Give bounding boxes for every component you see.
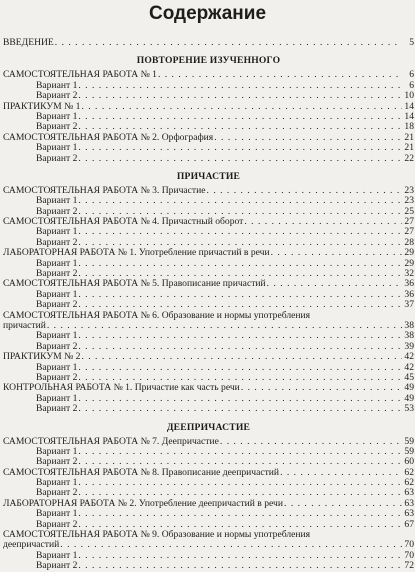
toc-entry-label: САМОСТОЯТЕЛЬНАЯ РАБОТА № 1: [3, 69, 157, 81]
toc-entry-page: 10: [404, 90, 414, 102]
toc-entry-page: 36: [404, 278, 414, 290]
toc-entry-page: 21: [404, 131, 414, 143]
toc-entry-page: 22: [404, 152, 414, 164]
dot-leader: [280, 468, 402, 478]
toc-entry-label: Вариант 2: [36, 236, 78, 248]
dot-leader: [78, 561, 402, 571]
dot-leader: [78, 154, 402, 164]
toc-entry-page: 36: [404, 288, 414, 300]
toc-entry-label: КОНТРОЛЬНАЯ РАБОТА № 1. Причастие как часть речи: [3, 382, 240, 394]
dot-leader: [78, 394, 402, 404]
toc-entry-label: Вариант 2: [36, 121, 78, 133]
toc-entry: [3, 352, 414, 362]
toc-entry-label: ПРАКТИКУМ № 1: [3, 100, 81, 112]
dot-leader: [158, 70, 402, 80]
toc-entry-label: САМОСТОЯТЕЛЬНАЯ РАБОТА № 9. Образование и нормы употребления: [3, 529, 311, 541]
toc-entry-page: 27: [404, 216, 414, 228]
toc-entry-page: 62: [404, 466, 414, 478]
toc-entry-label: причастий: [3, 319, 46, 331]
dot-leader: [47, 321, 402, 331]
toc-entry-label: Вариант 1: [36, 288, 78, 300]
toc-entry-page: 45: [404, 371, 414, 383]
toc-entry-label: ВВЕДЕНИЕ: [3, 37, 54, 48]
toc-entry-label-line1: [3, 311, 414, 321]
toc-entry-label: Вариант 2: [36, 205, 78, 217]
toc-variant-entry: [3, 561, 414, 571]
toc-entry-page: 63: [404, 508, 414, 520]
toc-section: [3, 55, 414, 164]
dot-leader: [78, 509, 402, 519]
toc-entry-label: Вариант 1: [36, 257, 78, 269]
toc-entry-page: 49: [404, 382, 414, 394]
dot-leader: [78, 196, 402, 206]
toc-entry-label: Вариант 1: [36, 79, 78, 91]
toc-entry-label: Вариант 1: [36, 508, 78, 520]
toc-entry-label: Вариант 1: [36, 392, 78, 404]
toc-entry-label: Вариант 1: [36, 445, 78, 457]
toc-entry-label: Вариант 2: [36, 340, 78, 352]
toc-entry-page: 42: [404, 351, 414, 363]
toc-entry-label: САМОСТОЯТЕЛЬНАЯ РАБОТА № 5. Правописание причастий: [3, 278, 266, 290]
toc-entry-page: 38: [404, 319, 414, 331]
toc-entry-page: 21: [404, 142, 414, 154]
toc-entry-page: 63: [404, 487, 414, 499]
dot-leader: [244, 217, 402, 227]
toc-entry-label: ЛАБОРАТОРНАЯ РАБОТА № 2. Употребление деепричастий в речи: [3, 497, 284, 509]
dot-leader: [78, 447, 402, 457]
toc-entry-page: 5: [409, 37, 414, 48]
toc-entry-page: 18: [404, 121, 414, 133]
dot-leader: [271, 248, 402, 258]
toc-section: [3, 171, 414, 415]
dot-leader: [207, 186, 402, 196]
toc-entry-page: 63: [404, 497, 414, 509]
toc-entry-page: 67: [404, 518, 414, 530]
toc-entry-label: САМОСТОЯТЕЛЬНАЯ РАБОТА № 8. Правописание деепричастий: [3, 466, 280, 478]
toc-entry-label: Вариант 1: [36, 142, 78, 154]
section-spacer: [3, 164, 414, 171]
dot-leader: [78, 290, 402, 300]
toc-entry-page: 6: [409, 79, 414, 91]
toc-variant-entry: [3, 154, 414, 164]
dot-leader: [78, 143, 402, 153]
toc-entry-label: Вариант 2: [36, 299, 78, 311]
toc-entry-page: 59: [404, 435, 414, 447]
toc-entry-label: Вариант 1: [36, 477, 78, 489]
table-of-contents: [3, 38, 414, 572]
toc-entry-page: 14: [404, 100, 414, 112]
dot-leader: [78, 112, 402, 122]
toc-entry-label: Вариант 2: [36, 403, 78, 415]
toc-variant-entry: [3, 91, 414, 101]
toc-entry-label: САМОСТОЯТЕЛЬНАЯ РАБОТА № 6. Образование и нормы употребления: [3, 309, 311, 321]
toc-entry-page: 72: [404, 560, 414, 572]
toc-variant-entry: [3, 143, 414, 153]
toc-entry-label: Вариант 1: [36, 195, 78, 207]
toc-entry-page: 62: [404, 477, 414, 489]
toc-entry-page: 70: [404, 539, 414, 551]
dot-leader: [60, 540, 402, 550]
dot-leader: [78, 91, 402, 101]
toc-entry-page: 23: [404, 195, 414, 207]
toc-entry-page: 32: [404, 268, 414, 280]
dot-leader: [214, 133, 402, 143]
toc-entry-label: САМОСТОЯТЕЛЬНАЯ РАБОТА № 3. Причастие: [3, 184, 206, 196]
toc-entry-page: 27: [404, 226, 414, 238]
section-heading: ПРИЧАСТИЕ: [176, 170, 241, 182]
toc-variant-entry: [3, 551, 414, 561]
toc-entry-label: Вариант 2: [36, 152, 78, 164]
toc-entry-page: 23: [404, 184, 414, 196]
toc-entry-page: 29: [404, 257, 414, 269]
dot-leader: [267, 279, 402, 289]
toc-entry-page: 59: [404, 445, 414, 457]
toc-entry-page: 60: [404, 456, 414, 468]
toc-entry-label: ЛАБОРАТОРНАЯ РАБОТА № 1. Употребление причастий в речи: [3, 247, 270, 259]
toc-entry-page: 38: [404, 330, 414, 342]
dot-leader: [81, 352, 402, 362]
section-spacer: [3, 48, 414, 55]
toc-entry-label: ПРАКТИКУМ № 2: [3, 351, 81, 363]
toc-entry-intro: [3, 38, 414, 48]
section-heading: ДЕЕПРИЧАСТИЕ: [166, 421, 251, 433]
toc-entry-label: Вариант 1: [36, 110, 78, 122]
toc-entry-label: Вариант 1: [36, 549, 78, 561]
toc-entry-page: 29: [404, 247, 414, 259]
toc-entry: [3, 540, 414, 550]
toc-entry-label: Вариант 2: [36, 456, 78, 468]
page-title: Содержание: [148, 3, 267, 24]
toc-entry-page: 37: [404, 299, 414, 311]
section-heading: ПОВТОРЕНИЕ ИЗУЧЕННОГО: [136, 55, 281, 67]
toc-entry-label: САМОСТОЯТЕЛЬНАЯ РАБОТА № 7. Деепричастие: [3, 435, 219, 447]
dot-leader: [78, 81, 402, 91]
toc-entry-label: САМОСТОЯТЕЛЬНАЯ РАБОТА № 4. Причастный оборот: [3, 216, 244, 228]
toc-section: [3, 422, 414, 572]
toc-entry-label: Вариант 2: [36, 560, 78, 572]
dot-leader: [78, 404, 402, 414]
toc-entry-label: Вариант 2: [36, 268, 78, 280]
toc-entry-label: Вариант 2: [36, 371, 78, 383]
toc-entry-page: 28: [404, 236, 414, 248]
toc-entry-label: Вариант 2: [36, 487, 78, 499]
dot-leader: [220, 437, 402, 447]
dot-leader: [55, 38, 402, 48]
toc-entry-label: деепричастий: [3, 539, 60, 551]
dot-leader: [78, 259, 402, 269]
toc-entry-page: 39: [404, 340, 414, 352]
toc-entry-page: 25: [404, 205, 414, 217]
toc-entry-page: 49: [404, 392, 414, 404]
dot-leader: [78, 342, 402, 352]
dot-leader: [78, 227, 402, 237]
toc-entry-label: Вариант 2: [36, 518, 78, 530]
toc-entry-label: САМОСТОЯТЕЛЬНАЯ РАБОТА № 2. Орфография: [3, 131, 214, 143]
toc-entry-label: Вариант 1: [36, 361, 78, 373]
toc-entry-page: 6: [409, 69, 414, 81]
toc-entry-label: Вариант 1: [36, 226, 78, 238]
dot-leader: [284, 499, 402, 509]
toc-entry-label: Вариант 1: [36, 330, 78, 342]
dot-leader: [78, 551, 402, 561]
toc-entry-page: 42: [404, 361, 414, 373]
dot-leader: [241, 383, 402, 393]
dot-leader: [81, 102, 402, 112]
dot-leader: [78, 363, 402, 373]
toc-variant-entry: [3, 404, 414, 414]
toc-entry-page: 14: [404, 110, 414, 122]
toc-entry-page: 70: [404, 549, 414, 561]
toc-entry-label: Вариант 2: [36, 90, 78, 102]
section-spacer: [3, 415, 414, 422]
toc-entry-page: 53: [404, 403, 414, 415]
dot-leader: [78, 478, 402, 488]
dot-leader: [78, 331, 402, 341]
